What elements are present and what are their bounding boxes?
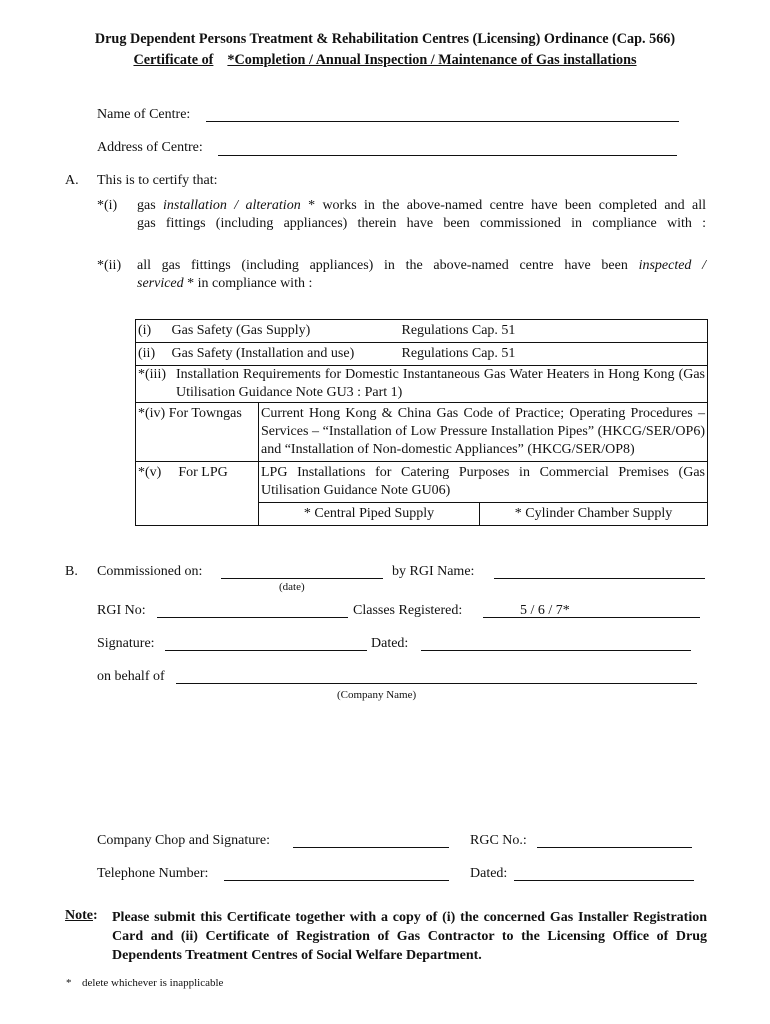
signature-label: Signature: (97, 636, 155, 651)
date-hint: (date) (279, 581, 305, 593)
item-ii-line1: all gas fittings (including appliances) in the above-named centre have been inspected / (137, 258, 707, 273)
footnote-marker: * (66, 977, 72, 989)
regulation-label: For LPG (178, 465, 228, 480)
note-text: Please submit this Certificate together with a copy of (i) the concerned Gas Installer Registration Card and (ii) Certificate of Registration of Gas Contractor to the Licensing Office of Drug Dependents Treatment Centres of Social Welfare Department. (112, 910, 707, 963)
document-title: Drug Dependent Persons Treatment & Rehabilitation Centres (Licensing) Ordinance (Cap. 566) (94, 31, 676, 47)
telephone-label: Telephone Number: (97, 866, 209, 881)
item-i-marker: *(i) (97, 198, 118, 213)
telephone-field[interactable] (224, 880, 449, 881)
centre-address-field[interactable] (218, 155, 677, 156)
commissioned-label: Commissioned on: (97, 564, 203, 579)
section-b-letter: B. (65, 564, 78, 579)
regulation-row (136, 462, 708, 503)
section-a-letter: A. (65, 173, 79, 188)
dated-label: Dated: (371, 636, 409, 651)
regulation-ref: Regulations Cap. 51 (400, 343, 708, 366)
footer-dated-field[interactable] (514, 880, 694, 881)
rgi-name-label: by RGI Name: (392, 564, 475, 579)
certificate-type: *Completion / Annual Inspection / Maintenance of Gas installations (227, 52, 637, 68)
dated-field[interactable] (421, 650, 691, 651)
centre-name-field[interactable] (206, 121, 679, 122)
regulation-marker: *(iii) (138, 367, 166, 382)
supply-option-cylinder[interactable]: * Cylinder Chamber Supply (480, 503, 708, 526)
commissioned-date-field[interactable] (221, 578, 383, 579)
footer-dated-label: Dated: (470, 866, 508, 881)
regulation-label-cell (136, 403, 259, 462)
centre-name-label: Name of Centre: (97, 107, 191, 122)
classes-label: Classes Registered: (353, 603, 463, 618)
regulation-name: Gas Safety (Installation and use) (170, 343, 400, 366)
certificate-title (0, 52, 770, 69)
rgi-no-label: RGI No: (97, 603, 146, 618)
regulation-marker: *(iv) (138, 406, 166, 421)
rgc-no-field[interactable] (537, 847, 692, 848)
item-i-line1: gas installation / alteration * works in the above-named centre have been completed and all (137, 198, 707, 213)
supply-option-central[interactable]: * Central Piped Supply (259, 503, 480, 526)
rgi-name-field[interactable] (494, 578, 705, 579)
section-a-intro: This is to certify that: (97, 173, 218, 188)
regulation-text (136, 366, 708, 403)
regulation-row (136, 343, 708, 366)
company-name-field[interactable] (176, 683, 697, 684)
regulation-name: Gas Safety (Gas Supply) (170, 320, 400, 343)
rgi-no-field[interactable] (157, 617, 348, 618)
regulation-description: Installation Requirements for Domestic Instantaneous Gas Water Heaters in Hong Kong (Gas Utilisation Guidance Note GU3 : Part 1) (176, 367, 705, 400)
signature-field[interactable] (165, 650, 367, 651)
footnote-text: delete whichever is inapplicable (82, 977, 224, 989)
regulation-marker: (i) (136, 320, 170, 343)
regulation-label: For Towngas (168, 406, 242, 421)
company-name-hint: (Company Name) (337, 689, 417, 701)
regulation-row (136, 320, 708, 343)
company-chop-field[interactable] (293, 847, 449, 848)
classes-value: 5 / 6 / 7* (520, 603, 570, 618)
item-i-line2: gas fittings (including appliances) therein have been commissioned in compliance with : (137, 216, 706, 231)
company-chop-label: Company Chop and Signature: (97, 833, 271, 848)
rgc-no-label: RGC No.: (470, 833, 527, 848)
certificate-prefix: Certificate of (133, 52, 214, 68)
note-label: Note: (65, 908, 98, 923)
item-ii-marker: *(ii) (97, 258, 122, 273)
regulation-row (136, 403, 708, 462)
centre-address-label: Address of Centre: (97, 140, 203, 155)
regulation-label-cell (136, 462, 259, 503)
regulation-marker: *(v) (138, 465, 162, 480)
supply-row (136, 503, 708, 526)
classes-field[interactable] (483, 617, 700, 618)
regulation-ref: Regulations Cap. 51 (400, 320, 708, 343)
regulation-marker: (ii) (136, 343, 170, 366)
item-ii-line2: serviced * in compliance with : (137, 276, 313, 291)
regulation-description: Current Hong Kong & China Gas Code of Practice; Operating Procedures – Services – “Installation of Low Pressure Installation Pipes” (HKCG/SER/OP6) and “Installation of Non-domestic Appliances” (HKCG/SER/OP8) (259, 403, 708, 462)
regulations-table (135, 319, 708, 526)
regulation-description: LPG Installations for Catering Purposes in Commercial Premises (Gas Utilisation Guidance Note GU06) (259, 462, 708, 503)
behalf-label: on behalf of (97, 669, 165, 684)
regulation-row (136, 366, 708, 403)
